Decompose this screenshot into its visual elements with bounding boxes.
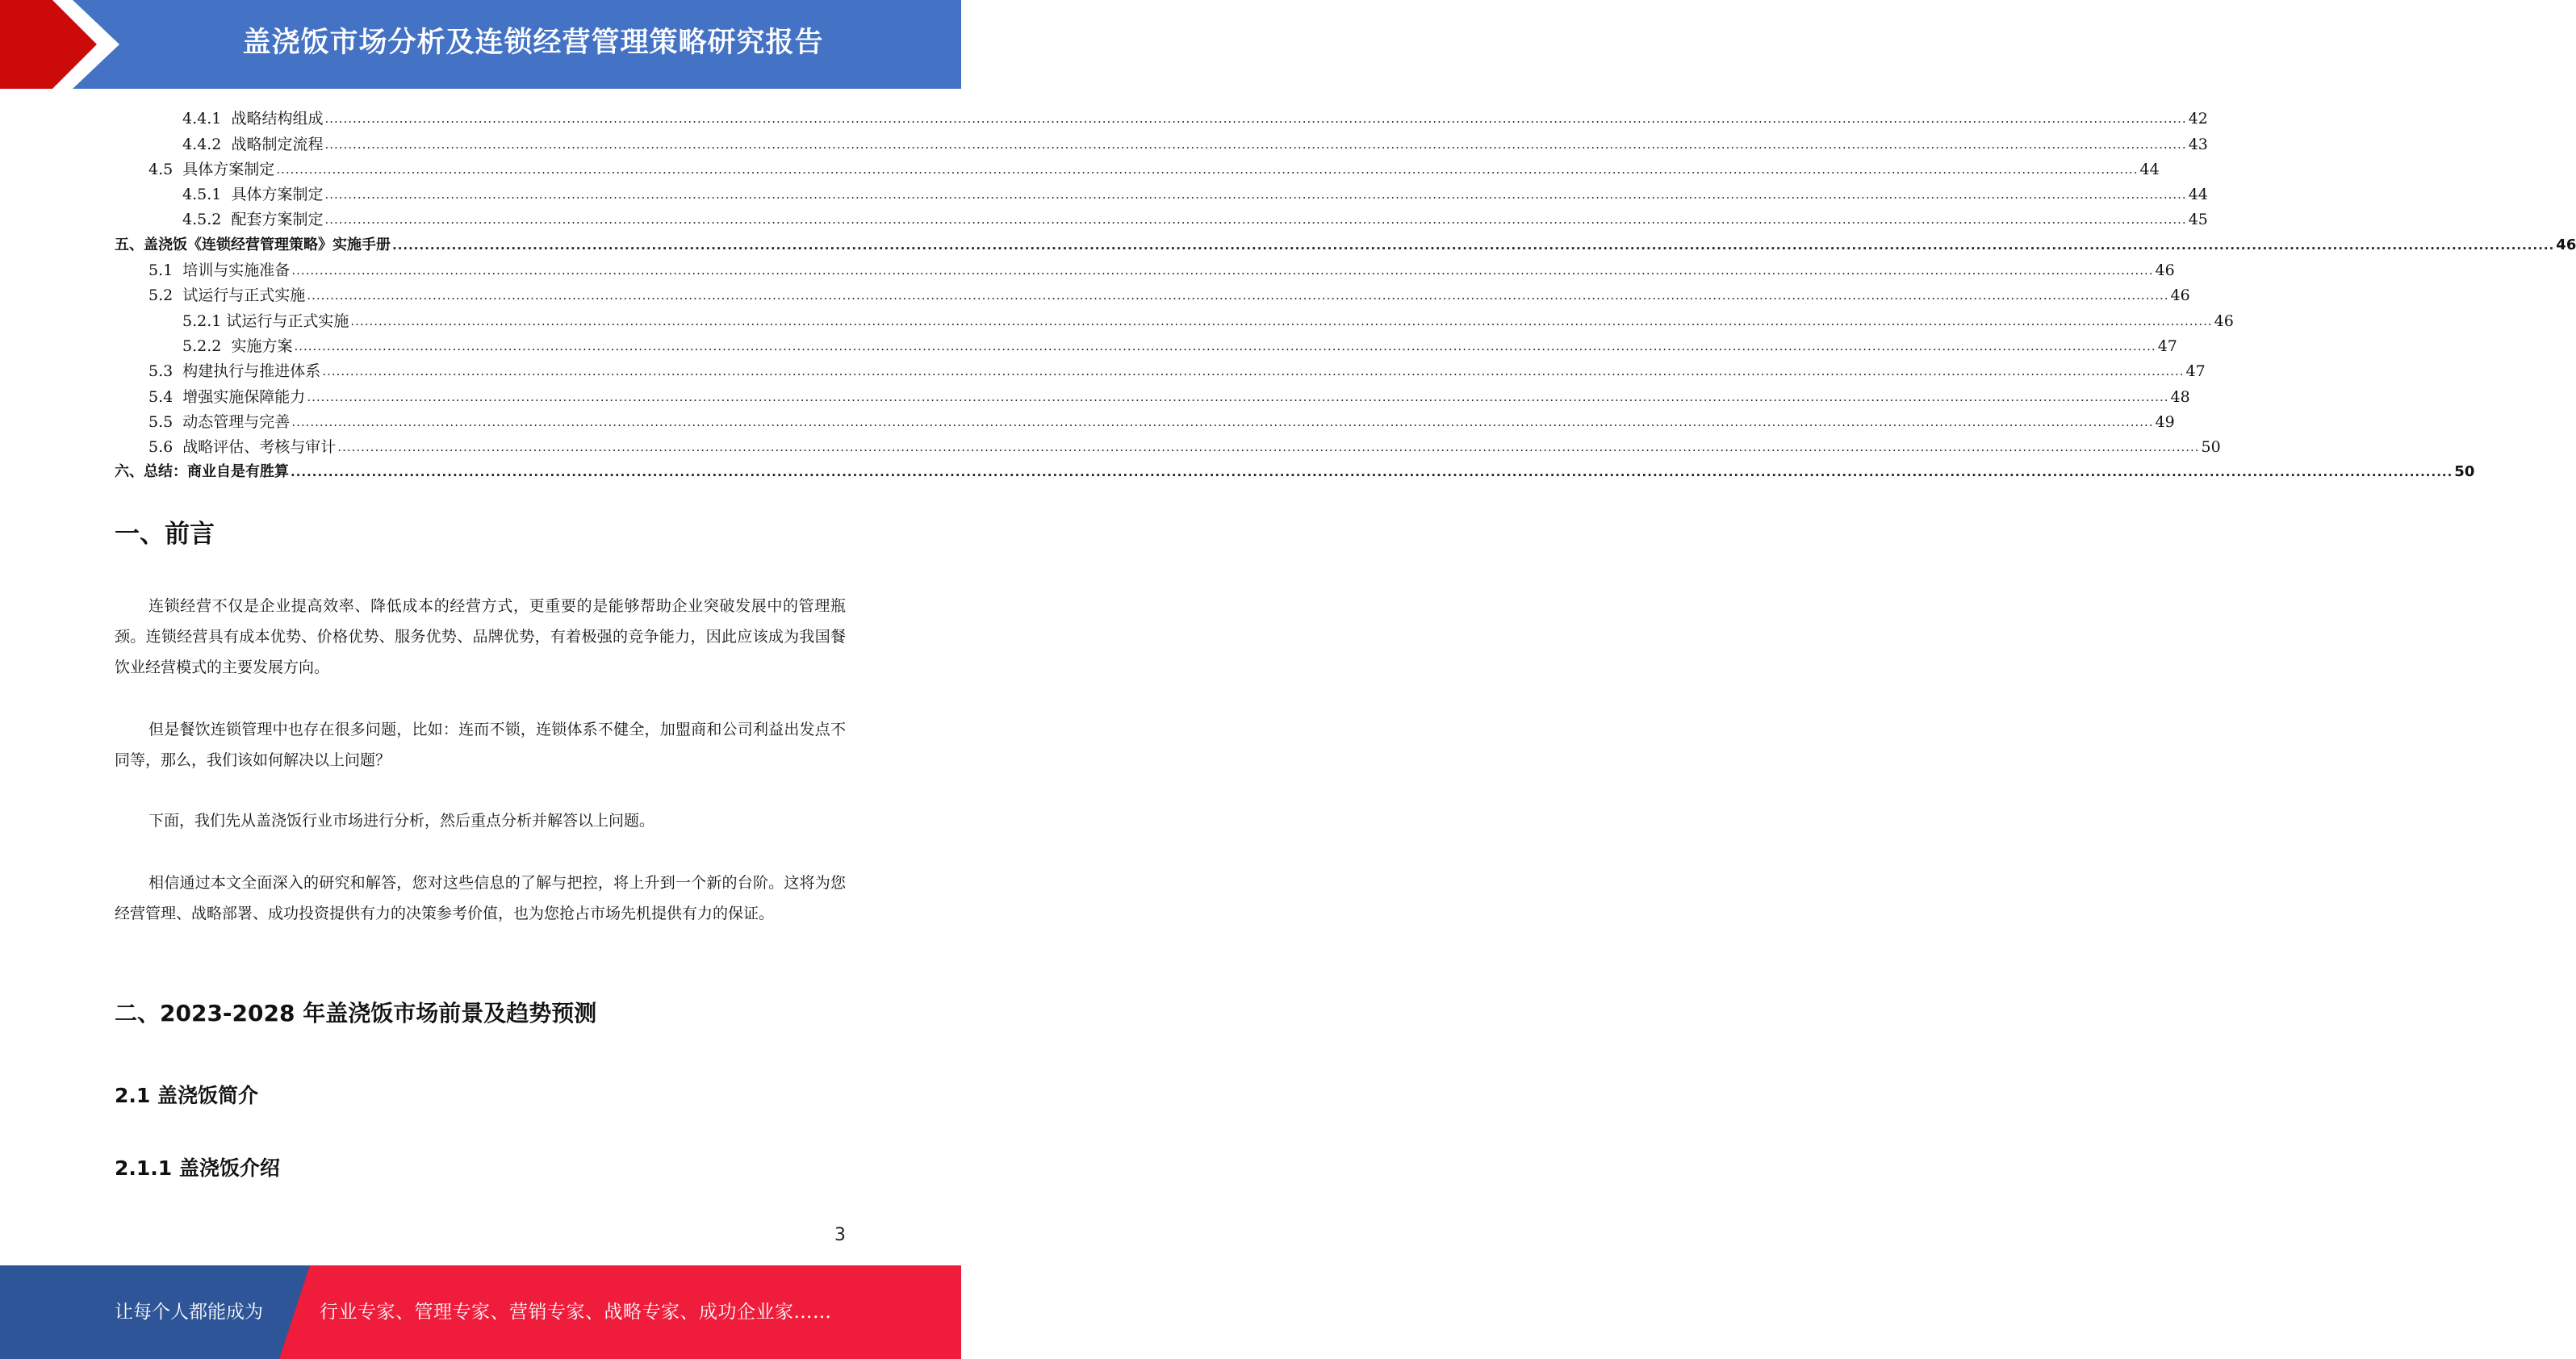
toc-entry[interactable] — [115, 255, 2175, 280]
toc-dot-leader: ................................................................................................................................................................................................................................................................................................................................................................................................................ — [392, 237, 2555, 253]
toc-dot-leader: ................................................................................................................................................................................................................................................................................................................................................................................................................ — [307, 389, 2169, 404]
toc-entry-page: 46 — [2170, 286, 2190, 305]
toc-entry-page: 48 — [2170, 387, 2190, 406]
toc-entry[interactable] — [115, 154, 2160, 179]
toc-entry-page: 45 — [2188, 211, 2208, 229]
toc-entry[interactable] — [115, 432, 2221, 457]
toc-entry-page: 44 — [2188, 186, 2208, 204]
page-footer — [0, 1265, 961, 1359]
toc-dot-leader: ................................................................................................................................................................................................................................................................................................................................................................................................................ — [324, 111, 2187, 127]
toc-dot-leader: ................................................................................................................................................................................................................................................................................................................................................................................................................ — [324, 212, 2187, 228]
toc-dot-leader: ................................................................................................................................................................................................................................................................................................................................................................................................................ — [350, 313, 2213, 328]
toc-entry-number: 4.4.1 — [182, 110, 232, 128]
toc-entry-title: 试运行与正式实施 — [226, 312, 349, 330]
toc-entry-number: 5.5 — [148, 412, 183, 431]
toc-entry-number: 5.2.1 — [182, 312, 227, 330]
toc-entry-title: 实施方案 — [231, 337, 293, 355]
toc-dot-leader: ................................................................................................................................................................................................................................................................................................................................................................................................................ — [276, 161, 2139, 177]
page-header — [0, 0, 961, 89]
paragraph: 连锁经营不仅是企业提高效率、降低成本的经营方式，更重要的是能够帮助企业突破发展中的管理瓶颈。连锁经营具有成本优势、价格优势、服务优势、品牌优势，有着极强的竞争能力，因此应该成为我国餐饮业经营模式的主要发展方向。 — [115, 597, 846, 676]
table-of-contents — [115, 103, 2576, 482]
toc-entry[interactable] — [115, 356, 2206, 381]
preface-heading: 一、前言 — [115, 520, 215, 549]
report-title: 盖浇饭市场分析及连锁经营管理策略研究报告 — [242, 27, 824, 59]
toc-entry-title: 试运行与正式实施 — [182, 286, 306, 305]
toc-entry-page: 46 — [2214, 312, 2234, 330]
paragraph: 相信通过本文全面深入的研究和解答，您对这些信息的了解与把控，将上升到一个新的台阶。这将为您经营管理、战略部署、成功投资提供有力的决策参考价值，也为您抢占市场先机提供有力的保证。 — [115, 874, 846, 922]
toc-entry-number: 5.1 — [148, 261, 183, 280]
page-number: 3 — [834, 1225, 846, 1245]
toc-entry-page: 46 — [2155, 261, 2175, 280]
toc-entry-number: 5.2 — [148, 286, 183, 305]
toc-entry-page: 50 — [2454, 463, 2475, 481]
toc-entry-number: 4.5 — [148, 160, 183, 178]
toc-dot-leader: ................................................................................................................................................................................................................................................................................................................................................................................................................ — [337, 440, 2200, 455]
toc-entry-number: 4.5.1 — [182, 186, 232, 204]
toc-entry[interactable] — [115, 305, 2234, 330]
toc-dot-leader: ................................................................................................................................................................................................................................................................................................................................................................................................................ — [324, 136, 2187, 152]
toc-entry[interactable] — [115, 229, 2576, 254]
toc-entry-page: 47 — [2157, 337, 2177, 355]
toc-entry[interactable] — [115, 331, 2177, 356]
toc-dot-leader: ................................................................................................................................................................................................................................................................................................................................................................................................................ — [294, 338, 2156, 353]
toc-entry-title: 构建执行与推进体系 — [182, 362, 321, 381]
toc-entry-title: 战略结构组成 — [231, 110, 324, 128]
toc-entry-title: 具体方案制定 — [182, 160, 275, 178]
toc-dot-leader: ................................................................................................................................................................................................................................................................................................................................................................................................................ — [291, 263, 2154, 278]
toc-entry-page: 49 — [2155, 412, 2175, 431]
paragraph: 但是餐饮连锁管理中也存在很多问题，比如：连而不锁，连锁体系不健全，加盟商和公司利益出发点不同等，那么，我们该如何解决以上问题？ — [115, 721, 846, 769]
toc-entry-title: 增强实施保障能力 — [182, 387, 306, 406]
toc-entry[interactable] — [115, 457, 2475, 482]
toc-entry-number: 4.4.2 — [182, 135, 232, 153]
toc-entry[interactable] — [115, 103, 2208, 128]
toc-dot-leader: ................................................................................................................................................................................................................................................................................................................................................................................................................ — [291, 465, 2453, 480]
toc-entry-title: 战略制定流程 — [231, 135, 324, 153]
section-2-heading: 二、2023-2028 年盖浇饭市场前景及趋势预测 — [115, 1000, 597, 1027]
toc-entry-page: 46 — [2556, 236, 2576, 253]
paragraph: 下面，我们先从盖浇饭行业市场进行分析，然后重点分析并解答以上问题。 — [148, 812, 655, 830]
section-2-1-1-heading: 2.1.1 盖浇饭介绍 — [115, 1156, 280, 1180]
toc-entry-page: 44 — [2139, 160, 2160, 178]
toc-entry[interactable] — [115, 204, 2208, 229]
footer-slogan-right: 行业专家、管理专家、营销专家、战略专家、成功企业家…… — [320, 1302, 832, 1323]
toc-entry-title: 具体方案制定 — [231, 186, 324, 204]
toc-entry[interactable] — [115, 280, 2190, 305]
toc-entry-page: 47 — [2185, 362, 2206, 381]
toc-dot-leader: ................................................................................................................................................................................................................................................................................................................................................................................................................ — [307, 288, 2169, 303]
toc-dot-leader: ................................................................................................................................................................................................................................................................................................................................................................................................................ — [291, 414, 2154, 429]
section-2-1-heading: 2.1 盖浇饭简介 — [115, 1084, 258, 1107]
toc-dot-leader: ................................................................................................................................................................................................................................................................................................................................................................................................................ — [324, 187, 2187, 203]
toc-entry-title: 配套方案制定 — [231, 211, 324, 229]
toc-entry[interactable] — [115, 128, 2208, 153]
toc-entry-title: 六、总结：商业自是有胜算 — [115, 463, 289, 481]
toc-entry[interactable] — [115, 407, 2175, 432]
toc-entry-title: 动态管理与完善 — [182, 412, 291, 431]
toc-entry[interactable] — [115, 179, 2208, 204]
toc-entry[interactable] — [115, 381, 2190, 406]
toc-entry-page: 50 — [2201, 438, 2221, 457]
toc-entry-title: 战略评估、考核与审计 — [182, 438, 337, 457]
toc-entry-title: 五、盖浇饭《连锁经营管理策略》实施手册 — [115, 236, 391, 253]
footer-slogan-left: 让每个人都能成为 — [115, 1302, 263, 1323]
toc-dot-leader: ................................................................................................................................................................................................................................................................................................................................................................................................................ — [322, 364, 2185, 379]
toc-entry-number: 5.6 — [148, 438, 183, 457]
toc-entry-number: 5.3 — [148, 362, 183, 381]
toc-entry-page: 42 — [2188, 110, 2208, 128]
toc-entry-number: 4.5.2 — [182, 211, 232, 229]
toc-entry-page: 43 — [2188, 135, 2208, 153]
toc-entry-number: 5.2.2 — [182, 337, 232, 355]
toc-entry-number: 5.4 — [148, 387, 183, 406]
toc-entry-title: 培训与实施准备 — [182, 261, 291, 280]
